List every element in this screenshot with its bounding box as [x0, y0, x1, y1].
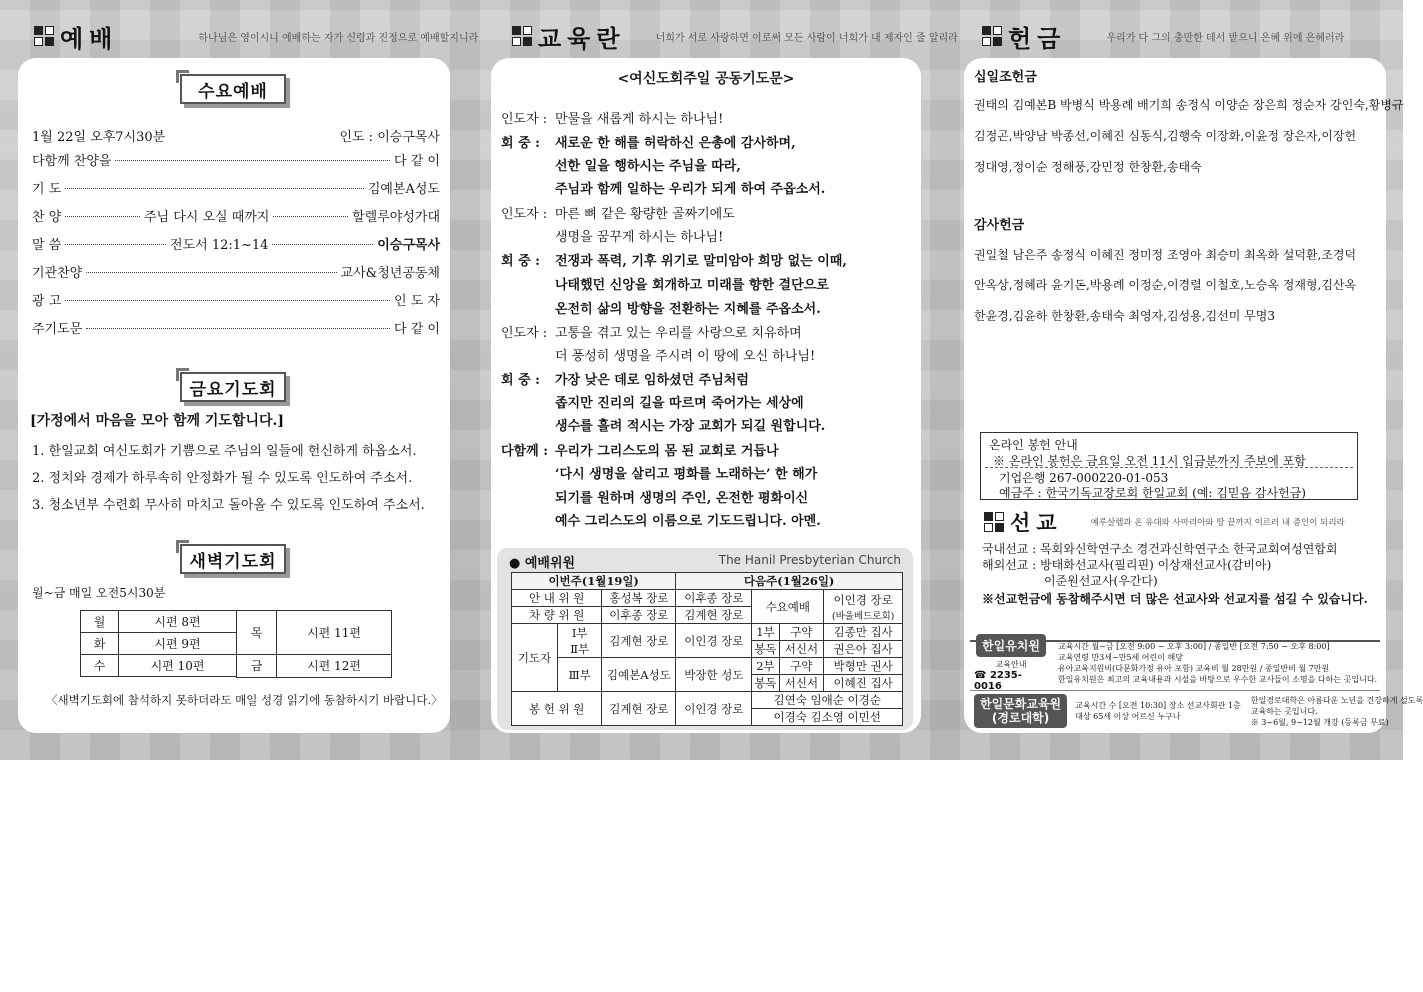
- staff-name: 홍성복 장로: [602, 590, 676, 607]
- staff-role: 수요예배: [752, 590, 824, 624]
- order-label: 기관찬양: [32, 266, 83, 281]
- staff-role: 봉 헌 위 원: [512, 692, 602, 726]
- dawn-time: 월~금 매일 오전5시30분: [32, 586, 166, 600]
- kindergarten-line: 유아교육지원비(다문화가정 유아 포함) 교육비 월 28만원 / 종일반비 월 7만원: [1058, 664, 1330, 673]
- prayer-text: ‘다시 생명을 살리고 평화를 노래하는’ 한 해가: [555, 467, 818, 482]
- offering-names: 김연숙 임애순 이경순: [752, 692, 903, 709]
- friday-subtitle: [가정에서 마음을 모아 함께 기도합니다.]: [30, 413, 285, 429]
- dawn-psalm: 시편 10편: [119, 655, 237, 677]
- service-1-label: Ⅰ부: [571, 625, 588, 640]
- overseas-label: 해외선교 :: [982, 558, 1037, 572]
- prayer-text: 만물을 새롭게 하시는 하나님!: [555, 112, 724, 127]
- prayer-line: [501, 178, 825, 197]
- wednesday-leader: 인도 : 이승구목사: [339, 130, 440, 145]
- order-row: [32, 290, 440, 309]
- worship-staff-box: [497, 548, 913, 730]
- mission-note: ※선교헌금에 동참해주시면 더 많은 선교사와 선교지를 섬길 수 있습니다.: [982, 592, 1368, 606]
- dawn-psalm: 시편 9편: [119, 633, 237, 655]
- education-header: [512, 16, 958, 56]
- service-label: 2부: [752, 658, 779, 675]
- staff-table: [511, 572, 903, 726]
- order-row: [32, 318, 440, 337]
- offering-verse: 우리가 다 그의 충만한 데서 받으니 은혜 위에 은혜러라: [1106, 32, 1345, 44]
- wednesday-date: 1월 22일 오후7시30분: [32, 130, 166, 145]
- prayer-line: [501, 510, 821, 529]
- kindergarten-badge: 한일유치원: [976, 634, 1046, 657]
- senior-badge-line: 한일문화교육원: [980, 697, 1062, 711]
- overseas-list: 방태화선교사(필리핀) 이상재선교사(감비아): [1040, 558, 1272, 572]
- prayer-text: 새로운 한 해를 허락하신 은총에 감사하며,: [555, 136, 796, 151]
- staff-name: 김종만 집사: [824, 624, 903, 641]
- staff-name: [824, 590, 903, 624]
- kindergarten-line: 교육시간 월~금 [오전 9:00 ~ 오후 3:00] / 종일반 [오전 7:50 ~ 오후 8:00]: [1058, 642, 1330, 651]
- senior-line: 대상 65세 이상 어르신 누구나: [1075, 712, 1181, 721]
- senior-badge-line: (경로대학): [991, 711, 1050, 725]
- wed-leader: 이인경 장로: [833, 592, 893, 607]
- order-value: 인 도 자: [394, 294, 440, 309]
- wednesday-title: 수요예배: [180, 74, 286, 104]
- dawn-psalm: 시편 8편: [119, 611, 237, 633]
- prayer-speaker: 인도자 :: [501, 326, 548, 341]
- prayer-title: <여신도회주일 공동기도문>: [617, 71, 795, 87]
- reading-label: 봉독: [752, 675, 779, 692]
- service-label: [558, 624, 602, 658]
- senior-line: 교육하는 곳입니다.: [1250, 706, 1318, 716]
- prayer-line: [501, 345, 815, 364]
- square-grid-icon: [34, 26, 54, 46]
- education-panel: [491, 58, 921, 733]
- prayer-line: [501, 463, 817, 482]
- mission-title: 선교: [1010, 511, 1063, 535]
- thanks-title: 감사헌금: [974, 218, 1025, 233]
- prayer-text: 전쟁과 폭력, 기후 위기로 말미암아 희망 없는 이때,: [555, 254, 847, 269]
- friday-item: 3. 청소년부 수련회 무사히 마치고 돌아올 수 있도록 인도하여 주소서.: [32, 498, 425, 513]
- dawn-day: 금: [237, 655, 277, 678]
- prayer-speaker: 인도자 :: [501, 112, 548, 127]
- order-row: [32, 262, 440, 281]
- prayer-text: 생수를 흘려 적시는 가장 교회가 되길 원합니다.: [555, 419, 826, 434]
- staff-name: 이혜진 집사: [824, 675, 903, 692]
- staff-role: 차 량 위 원: [512, 607, 602, 624]
- prayer-text: 고통을 겪고 있는 우리를 사랑으로 치유하며: [555, 326, 802, 341]
- dawn-day: 목: [237, 611, 277, 655]
- prayer-line: [501, 226, 723, 245]
- prayer-text: 되기를 원하며 생명의 주인, 온전한 평화이신: [555, 491, 809, 506]
- kindergarten-info: [974, 639, 1378, 692]
- order-value: 다 같 이: [394, 322, 440, 337]
- this-week-header: 이번주(1월19일): [512, 573, 676, 590]
- kindergarten-details: [1058, 641, 1377, 685]
- prayer-speaker: 인도자 :: [501, 207, 548, 222]
- kindergarten-line: 한일유치원은 최고의 교육내용과 시설을 바탕으로 우수한 교사들이 소명을 다하는 곳입니다.: [1058, 675, 1378, 684]
- prayer-speaker: 회 중 :: [501, 254, 540, 269]
- prayer-line: [501, 250, 847, 269]
- prayer-speaker: 회 중 :: [501, 136, 540, 151]
- thanks-names: 권일철 남은주 송정식 이혜진 정미정 조영아 최승미 최옥화 설덕환,조경덕: [974, 248, 1357, 262]
- prayer-speaker: 회 중 :: [501, 373, 540, 388]
- education-verse: 너희가 서로 사랑하면 이로써 모든 사람이 너희가 내 제자인 줄 알리라: [655, 32, 958, 44]
- senior-line: 교육시간 수 [오전 10:30] 장소 선교사회관 1층: [1075, 701, 1241, 710]
- prayer-line: [501, 132, 796, 151]
- order-label: 말 씀: [32, 238, 62, 253]
- friday-item: 2. 정치와 경제가 하루속히 안정화가 될 수 있도록 인도하여 주소서.: [32, 471, 413, 486]
- order-value: 할렐루야성가대: [352, 210, 441, 225]
- kindergarten-sub: 교육안내: [995, 660, 1027, 669]
- reading-label: 봉독: [752, 641, 779, 658]
- order-label: 광 고: [32, 294, 62, 309]
- prayer-line: [501, 298, 821, 317]
- worship-title: 예배: [60, 24, 119, 53]
- prayer-line: [501, 392, 804, 411]
- prayer-text: 나태했던 신앙을 회개하고 미래를 향한 결단으로: [555, 278, 829, 293]
- church-name: The Hanil Presbyterian Church: [718, 553, 901, 567]
- order-value: 이승구목사: [377, 238, 441, 253]
- staff-name: 이후종 장로: [676, 590, 752, 607]
- staff-name: 이인경 장로: [676, 624, 752, 658]
- order-row: [32, 178, 440, 197]
- prayer-text: 좁지만 진리의 길을 따르며 죽어가는 세상에: [555, 396, 804, 411]
- prayer-text: 생명을 꿈꾸게 하시는 하나님!: [555, 230, 724, 245]
- prayer-text: 우리가 그리스도의 몸 된 교회로 거듭나: [555, 444, 779, 459]
- prayer-line: [501, 322, 802, 341]
- offering-names: 이경숙 김소영 이민선: [752, 709, 903, 726]
- dawn-psalm: 시편 11편: [277, 611, 392, 655]
- kindergarten-line: 교육연령 만3세~만5세 어린이 해당: [1058, 653, 1183, 662]
- order-label: 찬 양: [32, 210, 62, 225]
- senior-details: [1075, 700, 1241, 722]
- prayer-text: 선한 일을 행하시는 주님을 따라,: [555, 159, 741, 174]
- prayer-line: [501, 415, 825, 434]
- wed-note: (바울베드로회): [831, 610, 895, 622]
- dawn-note: 〈새벽기도회에 참석하지 못하더라도 매일 성경 읽기에 동참하시기 바랍니다.〉: [46, 693, 443, 707]
- domestic-list: 목회와신학연구소 경건과신학연구소 한국교회여성연합회: [1040, 542, 1338, 556]
- online-title: 온라인 봉헌 안내: [989, 438, 1078, 452]
- offering-panel: [964, 58, 1423, 733]
- prayer-speaker: 다함께 :: [501, 444, 548, 459]
- tithe-title: 십일조헌금: [974, 70, 1037, 85]
- thanks-names: 안옥상,정혜라 윤기돈,박용례 이정순,이경렬 이철호,노승옥 정재형,김산옥: [974, 278, 1357, 292]
- tithe-names: 정대영,정이순 정해풍,강민정 한창환,송태숙: [974, 160, 1202, 174]
- reading-type: 서신서: [779, 641, 824, 658]
- offering-title: 헌금: [1008, 24, 1067, 53]
- dawn-psalm: 시편 12편: [277, 655, 392, 678]
- dawn-day: 화: [81, 633, 119, 655]
- prayer-line: [501, 369, 749, 388]
- square-grid-icon: [512, 26, 532, 46]
- domestic-mission: [982, 540, 1338, 557]
- tithe-names: 권태의 김예본B 박병식 박용례 배기희 송정식 이양순 장은희 정순자 강인숙,황병규: [974, 98, 1404, 112]
- prayer-text: 더 풍성히 생명을 주시려 이 땅에 오신 하나님!: [555, 349, 816, 364]
- account-holder: 예금주 : 한국기독교장로회 한일교회 (예: 김믿음 감사헌금): [999, 486, 1306, 500]
- worship-header: [34, 16, 478, 56]
- friday-item: 1. 한일교회 여신도회가 기쁨으로 주님의 일들에 헌신하게 하옵소서.: [32, 444, 417, 459]
- prayer-line: [501, 155, 741, 174]
- tithe-names: 김정곤,박양남 박종선,이혜진 심동식,김행숙 이장화,이윤정 장은자,이장헌: [974, 129, 1357, 143]
- order-label: 주기도문: [32, 322, 83, 337]
- mission-verse: 예루살렘과 온 유대와 사마리아와 땅 끝까지 이르러 내 증인이 되리라: [1090, 518, 1345, 528]
- reading-type: 구약: [779, 624, 824, 641]
- staff-role: 안 내 위 원: [512, 590, 602, 607]
- bank-account: 기업은행 267-000220-01-053: [999, 471, 1169, 485]
- reading-type: 서신서: [779, 675, 824, 692]
- staff-name: 박장한 성도: [676, 658, 752, 692]
- senior-college-info: [974, 694, 1423, 728]
- dawn-day: 월: [81, 611, 119, 633]
- service-label: Ⅲ부: [558, 658, 602, 692]
- service-2-label: Ⅱ부: [570, 641, 590, 656]
- dawn-day: 수: [81, 655, 119, 677]
- staff-name: 박형만 권사: [824, 658, 903, 675]
- order-mid: 주님 다시 오실 때까지: [143, 210, 270, 225]
- worship-verse: 하나님은 영이시니 예배하는 자가 신령과 진정으로 예배할지니라: [198, 32, 479, 44]
- senior-notes: [1251, 695, 1423, 728]
- staff-name: 김예본A성도: [602, 658, 676, 692]
- order-mid: 전도서 12:1~14: [170, 238, 269, 253]
- order-row: [32, 206, 440, 225]
- prayer-line: [501, 108, 723, 127]
- prayer-line: [501, 274, 829, 293]
- mission-header: [984, 502, 1345, 542]
- dawn-schedule-table: [80, 610, 392, 678]
- senior-line: ※ 3~6월, 9~12월 개강 (등록금 무료): [1250, 717, 1389, 727]
- staff-name: 김계현 장로: [602, 692, 676, 726]
- friday-title: 금요기도회: [180, 372, 286, 402]
- prayer-text: 마른 뼈 같은 황량한 골짜기에도: [555, 207, 735, 222]
- order-row: [32, 234, 440, 253]
- staff-name: 김계현 장로: [602, 624, 676, 658]
- online-offering-box: [980, 432, 1358, 500]
- next-week-header: 다음주(1월26일): [676, 573, 903, 590]
- dawn-title: 새벽기도회: [180, 544, 286, 574]
- prayer-line: [501, 203, 735, 222]
- staff-name: 이인경 장로: [676, 692, 752, 726]
- square-grid-icon: [984, 512, 1004, 532]
- staff-name: 이후종 장로: [602, 607, 676, 624]
- staff-name: 김계현 장로: [676, 607, 752, 624]
- prayer-text: 예수 그리스도의 이름으로 기도드립니다. 아멘.: [555, 514, 821, 529]
- staff-name: 권은아 집사: [824, 641, 903, 658]
- prayer-text: 온전히 삶의 방향을 전환하는 지혜를 주옵소서.: [555, 302, 821, 317]
- staff-title: ● 예배위원: [509, 556, 576, 571]
- senior-line: 한일경로대학은 아름다운 노년을 건강하게 설도록: [1250, 695, 1423, 705]
- overseas-mission-2: 이준원선교사(우간다): [1044, 574, 1158, 588]
- reading-type: 구약: [779, 658, 824, 675]
- staff-role: 기도자: [512, 624, 558, 692]
- education-title: 교육란: [538, 24, 626, 53]
- order-row: [32, 150, 440, 169]
- prayer-line: [501, 487, 808, 506]
- online-note: ※ 온라인 봉헌은 금요일 오전 11시 입금분까지 주보에 포함: [993, 454, 1306, 468]
- order-label: 다함께 찬양을: [32, 154, 112, 169]
- prayer-line: [501, 440, 779, 459]
- worship-panel: [18, 58, 450, 733]
- senior-badge: [974, 694, 1067, 728]
- service-label: 1부: [752, 624, 779, 641]
- order-value: 교사&청년공동체: [340, 266, 440, 281]
- kindergarten-phone: ☎ 2235-0016: [974, 670, 1022, 692]
- domestic-label: 국내선교 :: [982, 542, 1037, 556]
- order-value: 다 같 이: [394, 154, 440, 169]
- order-value: 김예본A성도: [367, 182, 440, 197]
- overseas-mission: [982, 556, 1271, 573]
- square-grid-icon: [982, 26, 1002, 46]
- prayer-text: 가장 낮은 데로 임하셨던 주님처럼: [555, 373, 749, 388]
- thanks-names: 한윤경,김윤하 한창환,송태숙 최영자,김성용,김선미 무명3: [974, 309, 1275, 323]
- prayer-text: 주님과 함께 일하는 우리가 되게 하여 주옵소서.: [555, 182, 826, 197]
- order-label: 기 도: [32, 182, 62, 197]
- offering-header: [982, 16, 1344, 56]
